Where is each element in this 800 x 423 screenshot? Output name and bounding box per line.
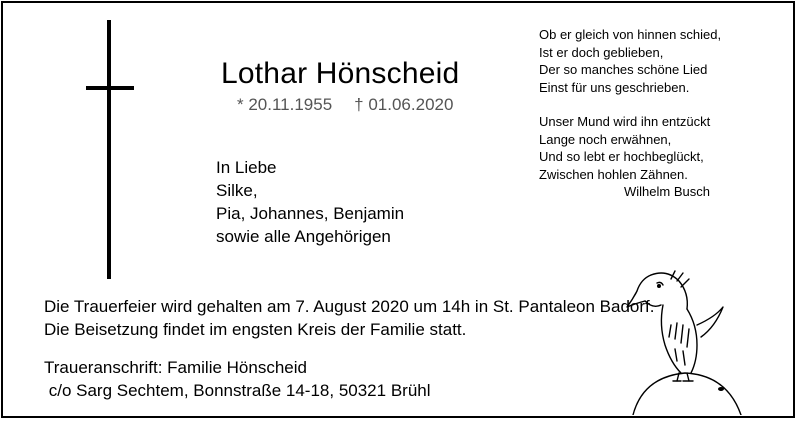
poem-line: Unser Mund wird ihn entzückt [539,114,711,129]
death-date: † 01.06.2020 [354,95,454,114]
ceremony-info [44,295,654,341]
family-line: sowie alle Angehörigen [216,227,391,246]
poem-line: Der so manches schöne Lied [539,62,708,77]
poem-line: Ist er doch geblieben, [539,44,664,60]
family-line: In Liebe [216,158,277,177]
obituary-notice [1,1,795,418]
cross-icon-bar [86,86,134,90]
info-line: Die Beisetzung findet im engsten Kreis der Familie statt. [44,320,467,339]
deceased-name: Lothar Hönscheid [221,57,460,90]
cross-icon [107,20,111,279]
family-line: Silke, [216,181,258,200]
info-line: Die Trauerfeier wird gehalten am 7. August 2020 um 14h in St. Pantaleon Badorf. [44,297,655,316]
poem-line: Einst für uns geschrieben. [539,79,690,95]
raven-illustration-icon [623,265,749,415]
poem-line: Ob er gleich von hinnen schied, [539,27,722,42]
poem [539,26,721,201]
mourning-address [44,356,431,402]
address-line: Traueranschrift: Familie Hönscheid [44,358,307,377]
poem-line: Lange noch erwähnen, [539,131,672,147]
poem-line: Und so lebt er hochbeglückt, [539,149,704,164]
stanza-gap [539,96,721,113]
family-line: Pia, Johannes, Benjamin [216,204,405,223]
birth-date: * 20.11.1955 [237,95,333,114]
address-line: c/o Sarg Sechtem, Bonnstraße 14-18, 50321 Brühl [44,381,431,400]
family-signature [216,156,404,248]
poem-line: Zwischen hohlen Zähnen. [539,166,688,182]
poem-author: Wilhelm Busch [624,184,710,199]
life-dates [237,95,453,115]
